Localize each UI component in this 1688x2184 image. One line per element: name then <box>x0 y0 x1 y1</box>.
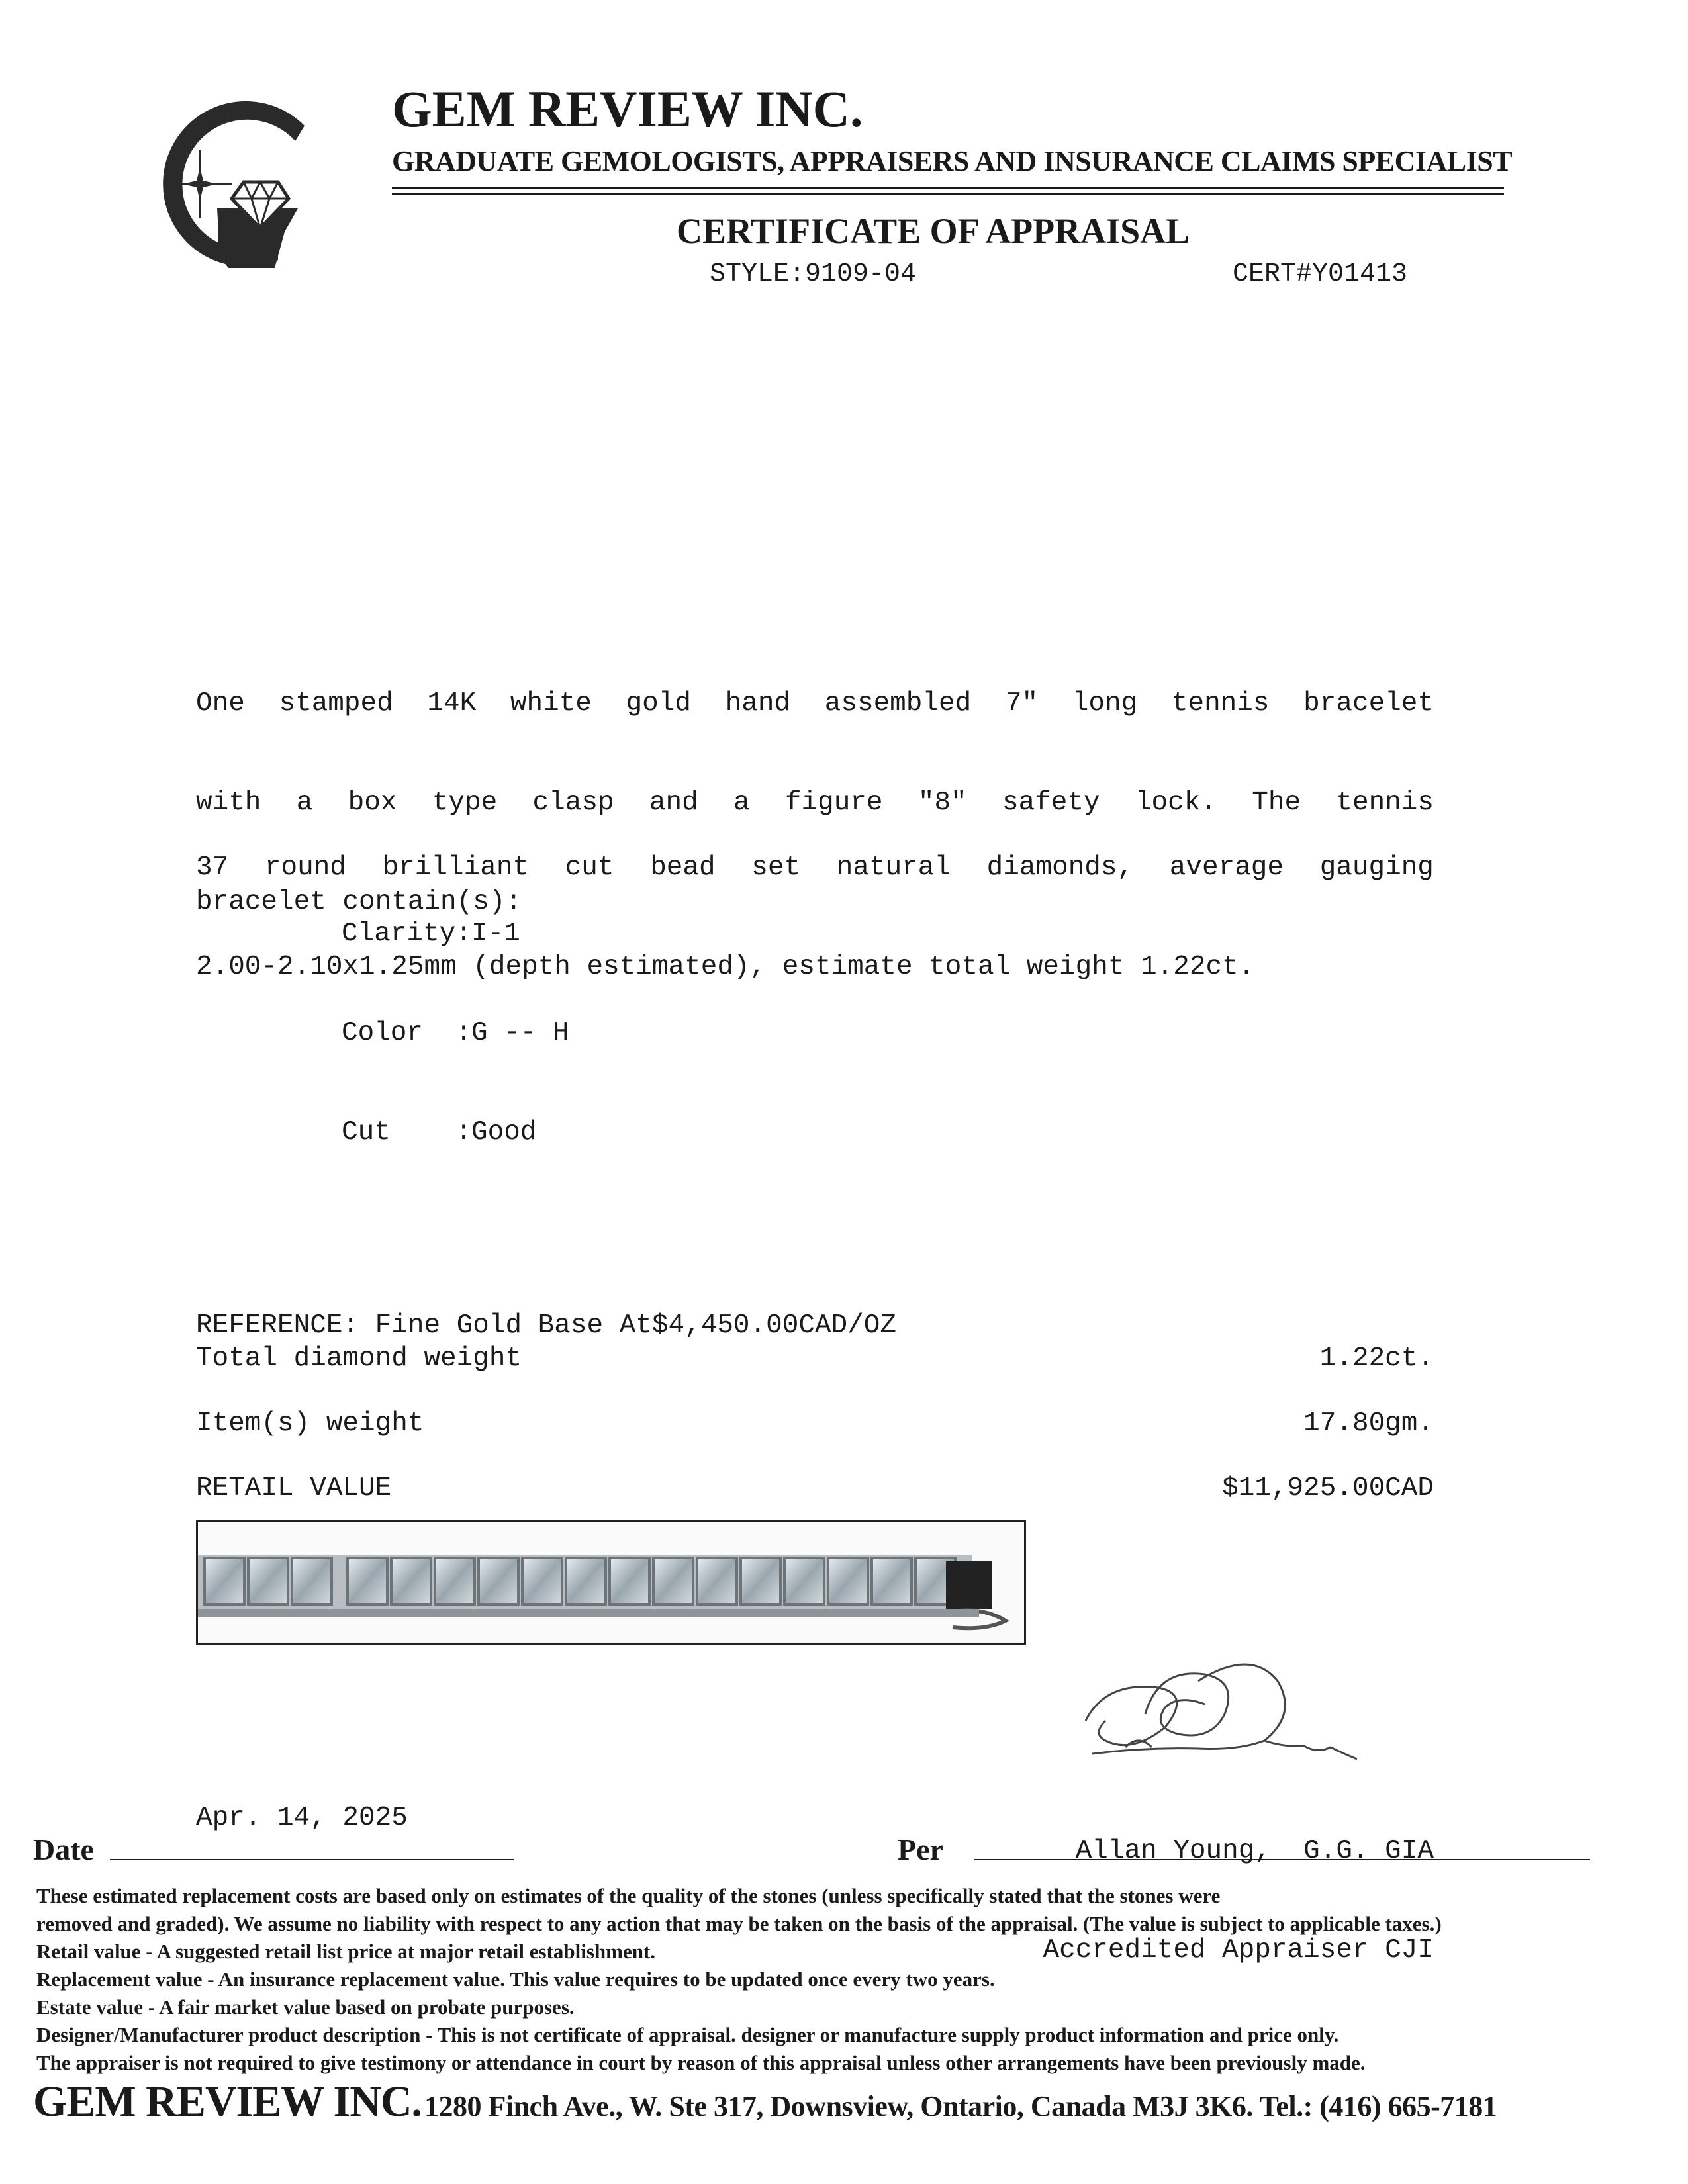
company-subtitle: GRADUATE GEMOLOGISTS, APPRAISERS AND INSURANCE CLAIMS SPECIALIST <box>392 145 1513 177</box>
per-label: Per <box>898 1833 943 1866</box>
reference-line: REFERENCE: Fine Gold Base At$4,450.00CAD/OZ <box>196 1310 896 1341</box>
stone-line: 37 round brilliant cut bead set natural diamonds, average gauging <box>196 852 1434 883</box>
retail-value-label: RETAIL VALUE <box>196 1473 392 1504</box>
description-line: bracelet contain(s): <box>196 887 522 917</box>
total-diamond-weight-row <box>196 1342 1434 1375</box>
company-name: GEM REVIEW INC. <box>392 80 863 138</box>
header-rule <box>392 187 1504 189</box>
disclaimer-line: removed and graded). We assume no liability with respect to any action that may be taken on the basis of the appraisal. (The value is subject to applicable taxes.) <box>36 1912 1442 1935</box>
gem-review-logo-icon <box>139 89 338 288</box>
disclaimer-line: Designer/Manufacturer product description - This is not certificate of appraisal. designer or manufacture supply product information and price only. <box>36 2023 1339 2046</box>
appraiser-title: Accredited Appraiser CJI <box>1043 1935 1434 1966</box>
item-weight-row <box>196 1407 1434 1440</box>
item-weight-value: 17.80gm. <box>1303 1408 1434 1439</box>
description-line: One stamped 14K white gold hand assembled 7" long tennis bracelet <box>196 688 1434 719</box>
per-line <box>974 1859 1590 1860</box>
handwritten-signature <box>1066 1641 1410 1774</box>
stone-line: 2.00-2.10x1.25mm (depth estimated), estimate total weight 1.22ct. <box>196 952 1255 982</box>
header-rule-thin <box>392 193 1504 195</box>
grading-list <box>342 851 569 1182</box>
item-weight-label: Item(s) weight <box>196 1408 424 1439</box>
date-line <box>110 1859 514 1860</box>
appraisal-date: Apr. 14, 2025 <box>196 1803 408 1833</box>
grading-color: Color :G -- H <box>342 1018 569 1048</box>
footer-address: 1280 Finch Ave., W. Ste 317, Downsview, Ontario, Canada M3J 3K6. Tel.: (416) 665-7181 <box>424 2090 1497 2122</box>
description-line: with a box type clasp and a figure "8" safety lock. The tennis <box>196 788 1434 818</box>
disclaimer <box>36 1882 1658 2077</box>
style-number: STYLE:9109-04 <box>710 259 917 289</box>
tennis-bracelet-photo <box>196 1520 1026 1645</box>
appraiser-name: Allan Young, G.G. GIA <box>1075 1836 1434 1866</box>
disclaimer-line: Replacement value - An insurance replacement value. This value requires to be updated once every two years. <box>36 1968 995 1991</box>
bracelet-illustration <box>198 1522 1024 1643</box>
total-diamond-weight-label: Total diamond weight <box>196 1343 522 1374</box>
retail-value: $11,925.00CAD <box>1222 1473 1434 1504</box>
grading-clarity: Clarity:I-1 <box>342 919 520 949</box>
grading-cut: Cut :Good <box>342 1117 537 1148</box>
footer-company-name: GEM REVIEW INC. <box>33 2077 422 2126</box>
footer <box>33 2077 1497 2127</box>
disclaimer-line: Estate value - A fair market value based on probate purposes. <box>36 1995 575 2019</box>
disclaimer-line: Retail value - A suggested retail list price at major retail establishment. <box>36 1940 656 1963</box>
retail-value-row <box>196 1472 1434 1505</box>
disclaimer-line: These estimated replacement costs are based only on estimates of the quality of the stones (unless specifically stated that the stones were <box>36 1884 1221 1907</box>
certificate-title: CERTIFICATE OF APPRAISAL <box>677 211 1190 251</box>
disclaimer-line: The appraiser is not required to give testimony or attendance in court by reason of this appraisal unless other arrangements have been previously made. <box>36 2051 1366 2074</box>
date-label: Date <box>33 1833 94 1866</box>
total-diamond-weight-value: 1.22ct. <box>1319 1343 1434 1374</box>
cert-number: CERT#Y01413 <box>1233 259 1408 289</box>
